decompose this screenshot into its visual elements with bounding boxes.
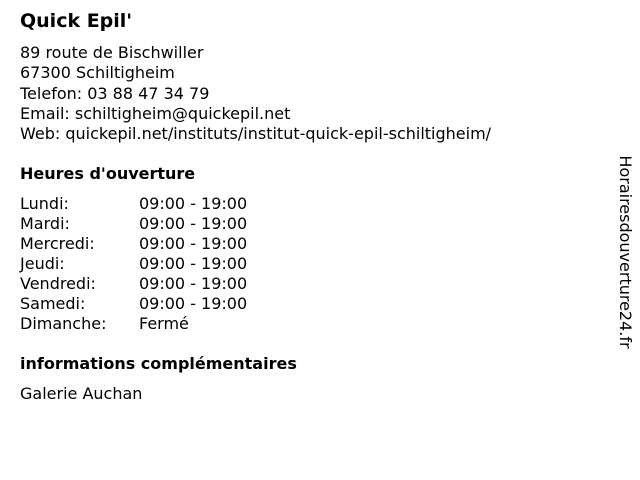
hours-day: Dimanche: xyxy=(20,314,107,333)
hours-time: 09:00 - 19:00 xyxy=(139,214,248,233)
hours-time: 09:00 - 19:00 xyxy=(139,194,248,213)
hours-day: Vendredi: xyxy=(20,274,96,293)
business-name: Quick Epil' xyxy=(20,10,133,32)
contact-block xyxy=(20,43,491,144)
site-watermark: Horairesdouverture24.fr xyxy=(616,155,635,349)
hours-time: Fermé xyxy=(139,314,189,333)
hours-time: 09:00 - 19:00 xyxy=(139,274,248,293)
email-address: Email: schiltigheim@quickepil.net xyxy=(20,103,291,123)
hours-heading: Heures d'ouverture xyxy=(20,164,196,183)
hours-day: Lundi: xyxy=(20,194,69,213)
hours-time: 09:00 - 19:00 xyxy=(139,254,248,273)
hours-row-saturday xyxy=(20,294,247,314)
opening-hours-table xyxy=(20,194,247,334)
address-street: 89 route de Bischwiller xyxy=(20,43,204,62)
hours-day: Mardi: xyxy=(20,214,70,233)
address-city: 67300 Schiltigheim xyxy=(20,63,175,83)
hours-row-wednesday xyxy=(20,234,247,254)
hours-row-friday xyxy=(20,274,247,294)
phone-number: Telefon: 03 88 47 34 79 xyxy=(20,83,210,103)
hours-day: Samedi: xyxy=(20,294,86,313)
hours-day: Jeudi: xyxy=(20,254,65,273)
hours-time: 09:00 - 19:00 xyxy=(139,234,248,253)
hours-row-sunday xyxy=(20,314,247,334)
hours-time: 09:00 - 19:00 xyxy=(139,294,248,313)
hours-row-monday xyxy=(20,194,247,214)
additional-info-heading: informations complémentaires xyxy=(20,354,297,373)
hours-row-thursday xyxy=(20,254,247,274)
hours-day: Mercredi: xyxy=(20,234,95,253)
website-url: Web: quickepil.net/instituts/institut-quick-epil-schiltigheim/ xyxy=(20,124,492,144)
additional-info-text: Galerie Auchan xyxy=(20,384,143,403)
hours-row-tuesday xyxy=(20,214,247,234)
